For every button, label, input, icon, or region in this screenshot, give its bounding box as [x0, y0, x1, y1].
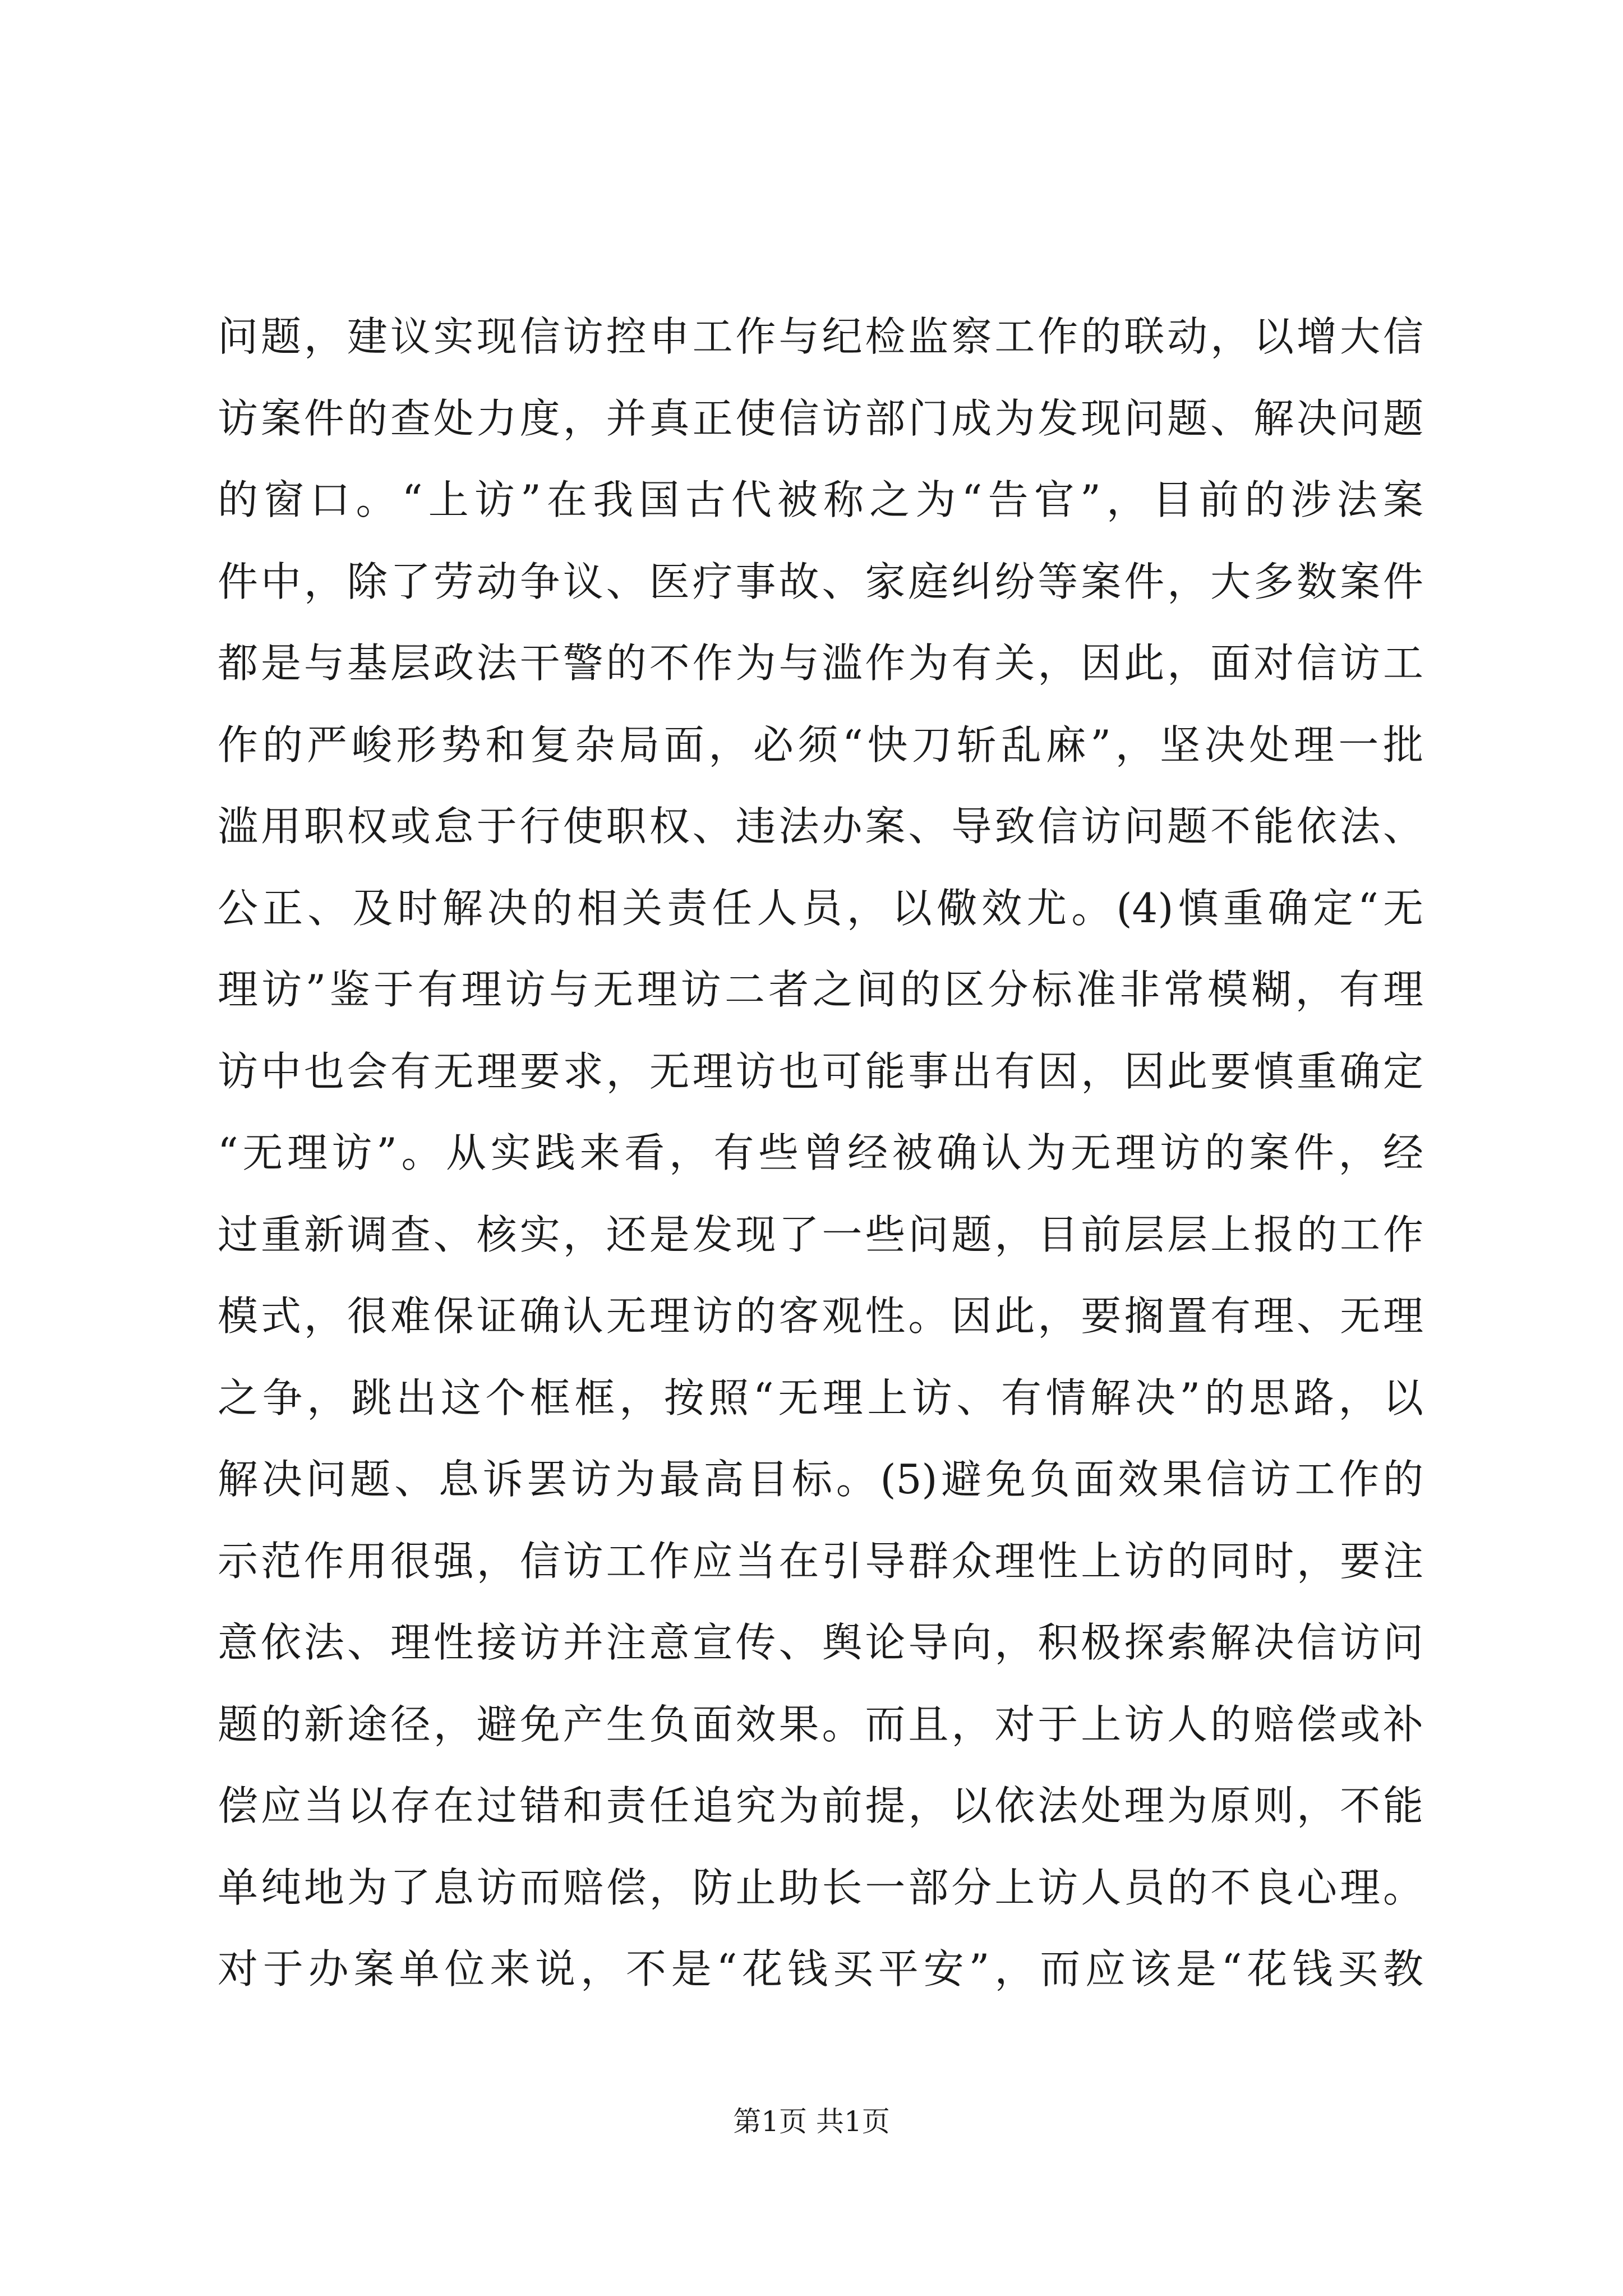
- text-line: 问题，建议实现信访控申工作与纪检监察工作的联动，以增大信: [218, 313, 1423, 360]
- text-line: 访案件的查处力度，并真正使信访部门成为发现问题、解决问题: [218, 394, 1423, 442]
- text-line: 示范作用很强，信访工作应当在引导群众理性上访的同时，要注: [218, 1537, 1423, 1585]
- text-line: 作的严峻形势和复杂局面，必须“快刀斩乱麻”，坚决处理一批: [218, 721, 1423, 769]
- text-line: 件中，除了劳动争议、医疗事故、家庭纠纷等案件，大多数案件: [218, 558, 1423, 605]
- page-footer: 第1页 共1页: [733, 2105, 890, 2138]
- text-line: 意依法、理性接访并注意宣传、舆论导向，积极探索解决信访问: [218, 1619, 1423, 1666]
- text-line: 偿应当以存在过错和责任追究为前提，以依法处理为原则，不能: [218, 1782, 1423, 1829]
- text-line: 单纯地为了息访而赔偿，防止助长一部分上访人员的不良心理。: [218, 1864, 1423, 1911]
- text-line: 对于办案单位来说，不是“花钱买平安”，而应该是“花钱买教: [218, 1945, 1423, 1993]
- text-line: 之争，跳出这个框框，按照“无理上访、有情解决”的思路，以: [218, 1374, 1423, 1421]
- text-line: 解决问题、息诉罢访为最高目标。(5)避免负面效果信访工作的: [218, 1456, 1423, 1503]
- text-line: 公正、及时解决的相关责任人员，以儆效尤。(4)慎重确定“无: [218, 884, 1423, 932]
- text-line: 访中也会有无理要求，无理访也可能事出有因，因此要慎重确定: [218, 1047, 1423, 1095]
- text-line: 滥用职权或怠于行使职权、违法办案、导致信访问题不能依法、: [218, 803, 1423, 850]
- text-line: 题的新途径，避免产生负面效果。而且，对于上访人的赔偿或补: [218, 1700, 1423, 1748]
- text-line: “无理访”。从实践来看，有些曾经被确认为无理访的案件，经: [218, 1129, 1423, 1176]
- text-line: 模式，很难保证确认无理访的客观性。因此，要搁置有理、无理: [218, 1292, 1423, 1340]
- text-line: 都是与基层政法干警的不作为与滥作为有关，因此，面对信访工: [218, 639, 1423, 687]
- text-line: 理访”鉴于有理访与无理访二者之间的区分标准非常模糊，有理: [218, 966, 1423, 1013]
- text-line: 的窗口。“上访”在我国古代被称之为“告官”，目前的涉法案: [218, 476, 1423, 523]
- text-line: 过重新调查、核实，还是发现了一些问题，目前层层上报的工作: [218, 1211, 1423, 1258]
- body-text: [218, 296, 1423, 2010]
